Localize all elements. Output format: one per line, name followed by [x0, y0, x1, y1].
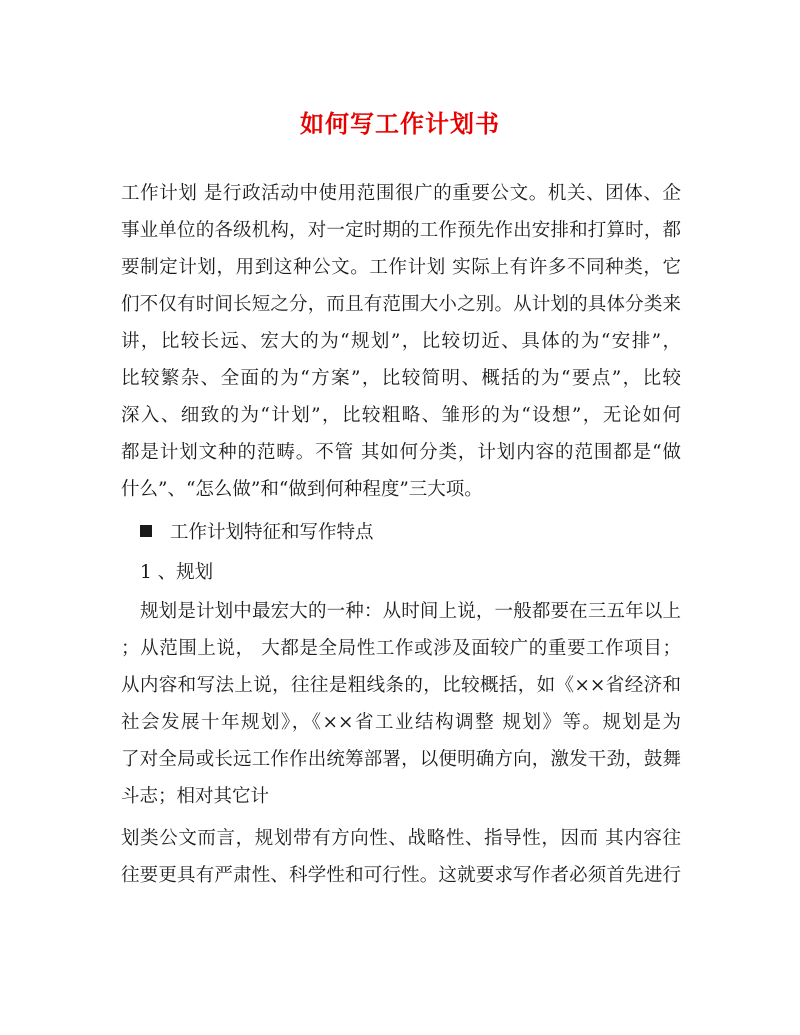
paragraph-line: 规划是计划中最宏大的一种：从时间上说，一般都要在三五年以上 [140, 601, 681, 622]
paragraph-line: 什么”、“怎么做”和“做到何种程度”三大项。 [121, 479, 483, 500]
paragraph-line: 都是计划文种的范畴。不管 其如何分类，计划内容的范围都是“做 [121, 442, 681, 463]
paragraph-line: 工作计划 是行政活动中使用范围很广的重要公文。机关、团体、企 [121, 183, 681, 204]
subheading: 1 、规划 [140, 562, 214, 583]
section-heading-text: 工作计划特征和写作特点 [170, 522, 374, 543]
document-title: 如何写工作计划书 [300, 109, 500, 138]
paragraph-line: 从内容和写法上说，往往是粗线条的，比较概括，如《××省经济和 [121, 675, 681, 696]
paragraph-line: 斗志；相对其它计 [121, 786, 270, 807]
section-heading [140, 521, 540, 545]
square-bullet-icon [140, 525, 152, 537]
paragraph-line: 要制定计划，用到这种公文。工作计划 实际上有许多不同种类，它 [121, 257, 681, 278]
paragraph-line: 们不仅有时间长短之分，而且有范围大小之别。从计划的具体分类来 [121, 294, 681, 315]
paragraph-line: 了对全局或长远工作作出统筹部署，以便明确方向，激发干劲，鼓舞 [121, 749, 681, 770]
paragraph-line: 往要更具有严肃性、科学性和可行性。这就要求写作者必须首先进行 [121, 865, 681, 886]
paragraph-line: ；从范围上说， 大都是全局性工作或涉及面较广的重要工作项目； [121, 638, 681, 659]
paragraph-line: 划类公文而言，规划带有方向性、战略性、指导性，因而 其内容往 [121, 828, 681, 849]
paragraph-line: 比较繁杂、全面的为“方案”，比较简明、概括的为“要点”，比较 [121, 368, 681, 389]
paragraph-line: 讲，比较长远、宏大的为“规划”，比较切近、具体的为“安排”， [121, 331, 681, 352]
paragraph-line: 深入、细致的为“计划”，比较粗略、雏形的为“设想”，无论如何 [121, 405, 681, 426]
paragraph-line: 社会发展十年规划》，《××省工业结构调整 规划》等。规划是为 [121, 712, 681, 733]
paragraph-line: 事业单位的各级机构，对一定时期的工作预先作出安排和打算时，都 [121, 220, 681, 241]
